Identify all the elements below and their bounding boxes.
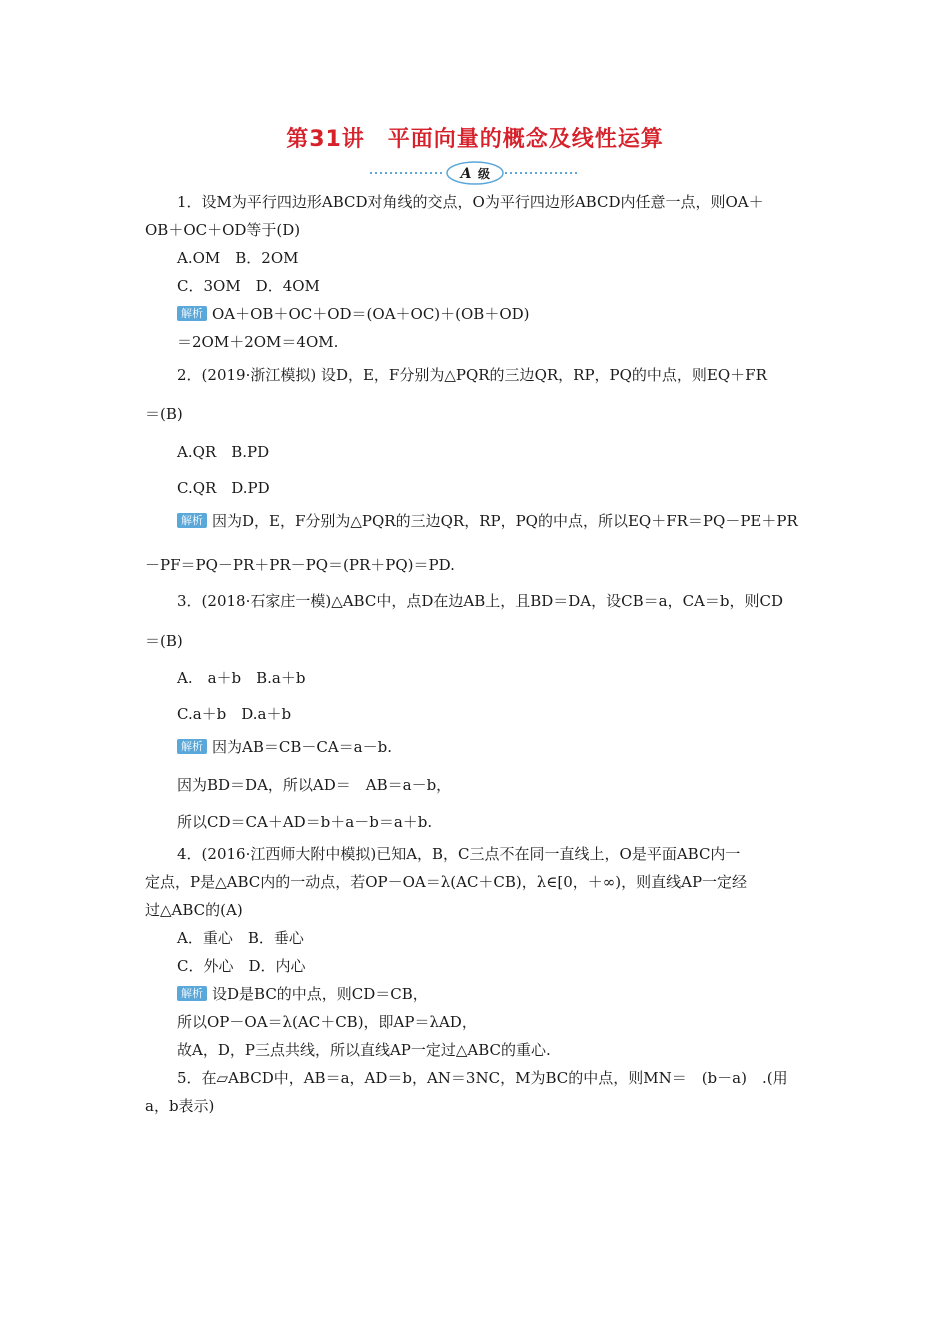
analysis-tag: 解析 (177, 739, 207, 754)
page-title: 第31讲 平面向量的概念及线性运算 (286, 127, 664, 152)
text-line (177, 845, 740, 863)
text-line (145, 556, 455, 574)
line-text: ＝(B) (145, 405, 183, 423)
text-line (145, 405, 183, 423)
text-line (177, 813, 432, 831)
line-text: 3．(2018·石家庄一模)△ABC中，点D在边AB上，且BD＝DA，设CB＝a，CA＝b，则CD (177, 592, 783, 610)
text-line (177, 1013, 477, 1031)
text-line (177, 592, 783, 610)
analysis-line (177, 738, 392, 756)
line-text: ＝(B) (145, 632, 183, 650)
line-text: 过△ABC的(A) (145, 901, 243, 919)
analysis-line (177, 512, 798, 530)
level-a-divider (370, 160, 580, 186)
text-line (177, 366, 767, 384)
text-line (145, 632, 183, 650)
line-text: C．外心 D．内心 (177, 957, 306, 975)
line-text: 设D是BC的中点，则CD＝CB， (212, 985, 428, 1003)
text-line (145, 221, 300, 239)
line-text: OA＋OB＋OC＋OD＝(OA＋OC)＋(OB＋OD) (212, 305, 530, 323)
line-text: 1．设M为平行四边形ABCD对角线的交点，O为平行四边形ABCD内任意一点，则OA＋ (177, 193, 764, 211)
text-line (177, 669, 305, 687)
text-line (177, 957, 306, 975)
text-line (177, 277, 320, 295)
line-text: A.QR B.PD (177, 443, 270, 461)
line-text: 因为D，E，F分别为△PQR的三边QR，RP，PQ的中点，所以EQ＋FR＝PQ－PE＋PR (212, 512, 798, 530)
line-text: 5．在▱ABCD中，AB＝a，AD＝b，AN＝3NC，M为BC的中点，则MN＝ (b－a) .(用 (177, 1069, 788, 1087)
line-text: 所以OP－OA＝λ(AC＋CB)，即AP＝λAD， (177, 1013, 477, 1031)
line-text: 所以CD＝CA＋AD＝b＋a－b＝a＋b. (177, 813, 433, 831)
text-line (145, 1097, 214, 1115)
line-text: 因为BD＝DA，所以AD＝ AB＝a－b， (177, 776, 452, 794)
line-text: 定点，P是△ABC内的一动点，若OP－OA＝λ(AC＋CB)，λ∈[0，＋∞)，则直线AP一定经 (145, 873, 748, 891)
analysis-tag: 解析 (177, 986, 207, 1001)
line-text: 因为AB＝CB－CA＝a－b. (212, 738, 392, 756)
text-line (177, 705, 291, 723)
line-text: A.OM B．2OM (177, 249, 299, 267)
analysis-tag: 解析 (177, 306, 207, 321)
line-text: C.QR D.PD (177, 479, 270, 497)
level-text: 级 (477, 167, 491, 181)
text-line (177, 479, 270, 497)
level-letter: A (460, 166, 472, 182)
analysis-line (177, 305, 530, 323)
line-text: A. a＋b B.a＋b (177, 669, 306, 687)
text-line (177, 776, 451, 794)
analysis-line (177, 985, 428, 1003)
line-text: OB＋OC＋OD等于(D) (145, 221, 301, 239)
text-line (145, 901, 243, 919)
line-text: A．重心 B．垂心 (177, 929, 304, 947)
line-text: a，b表示) (145, 1097, 215, 1115)
line-text: C．3OM D．4OM (177, 277, 320, 295)
line-text: ＝2OM＋2OM＝4OM. (177, 333, 339, 351)
line-text: C.a＋b D.a＋b (177, 705, 292, 723)
text-line (145, 873, 747, 891)
text-line (177, 443, 269, 461)
text-line (177, 929, 304, 947)
text-line (177, 1069, 788, 1087)
text-line (177, 1041, 551, 1059)
line-text: 2．(2019·浙江模拟) 设D，E，F分别为△PQR的三边QR，RP，PQ的中点，则EQ＋FR (177, 366, 767, 384)
line-text: －PF＝PQ－PR＋PR－PQ＝(PR＋PQ)＝PD. (145, 556, 455, 574)
line-text: 故A，D，P三点共线，所以直线AP一定过△ABC的重心. (177, 1041, 551, 1059)
analysis-tag: 解析 (177, 513, 207, 528)
line-text: 4．(2016·江西师大附中模拟)已知A，B，C三点不在同一直线上，O是平面ABC内一 (177, 845, 741, 863)
text-line (177, 249, 298, 267)
text-line (177, 333, 338, 351)
text-line (177, 193, 764, 211)
